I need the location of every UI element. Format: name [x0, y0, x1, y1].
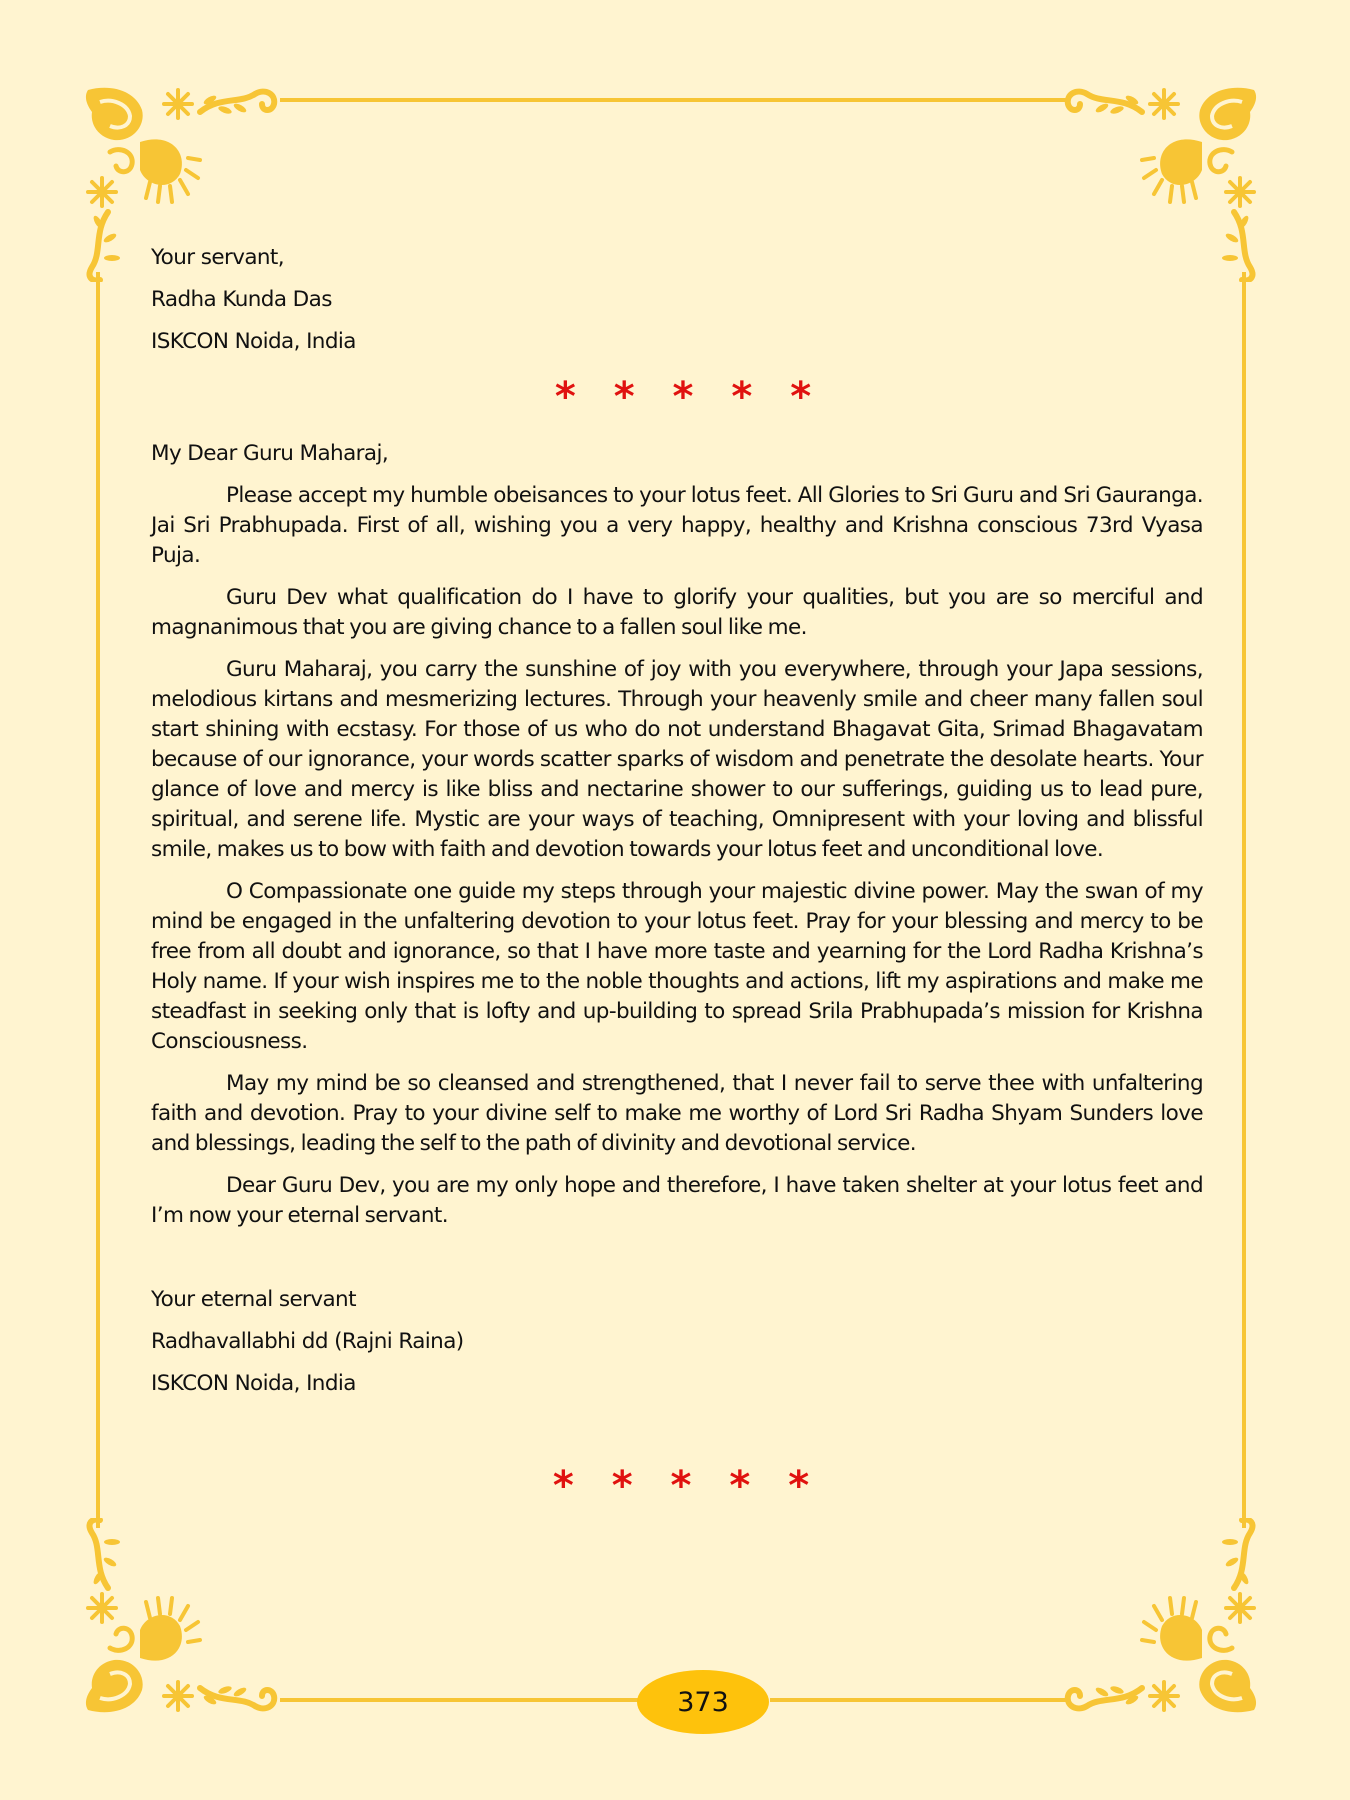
separator-stars [151, 369, 1203, 420]
border-top-line [280, 98, 1070, 102]
letter-paragraph: Dear Guru Dev, you are my only hope and therefore, I have taken shelter at your lotus feet and I’m now your eternal servant. [151, 1173, 1203, 1228]
floral-corner-ornament-icon [80, 1518, 280, 1718]
page-number-badge [637, 1670, 769, 1734]
signature-name: Radhavallabhi dd (Rajni Raina) [151, 1329, 464, 1354]
border-left-line [96, 272, 100, 1528]
page-content [151, 243, 1203, 1411]
previous-signature-name: Radha Kunda Das [151, 287, 332, 312]
page-number: 373 [677, 1686, 729, 1718]
floral-corner-ornament-icon [1062, 1518, 1262, 1718]
separator-stars-bottom [0, 1458, 1350, 1509]
previous-signature-location: ISKCON Noida, India [151, 329, 356, 354]
previous-signature-closing: Your servant, [151, 245, 284, 270]
letter-paragraph: O Compassionate one guide my steps through your majestic divine power. May the swan of my mind be engaged in the unfaltering devotion to your lotus feet. Pray for your blessing and mercy to be free from all doubt and ignorance, so that I have more taste and yearning for the Lord Radha Krishna’s Holy name. If your wish inspires me to the noble thoughts and actions, lift my aspirations and make me steadfast in seeking only that is lofty and up-building to spread Srila Prabhupada’s mission for Krishna Consciousness. [151, 879, 1203, 1054]
letter-salutation: My Dear Guru Maharaj, [151, 441, 389, 466]
border-right-line [1242, 272, 1246, 1528]
asterisk-icon: * * * * * [552, 1463, 822, 1509]
letter-paragraph: Please accept my humble obeisances to your lotus feet. All Glories to Sri Guru and Sri Gauranga. Jai Sri Prabhupada. First of all, wishing you a very happy, healthy and Krishna conscious 73rd Vyasa Puja. [151, 483, 1203, 568]
border-bottom-right-line [770, 1698, 1070, 1702]
letter-paragraph: Guru Maharaj, you carry the sunshine of joy with you everywhere, through your Japa sessions, melodious kirtans and mesmerizing lectures. Through your heavenly smile and cheer many fallen soul start shining with ecstasy. For those of us who do not understand Bhagavat Gita, Srimad Bhagavatam because of our ignorance, your words scatter sparks of wisdom and penetrate the desolate hearts. Your glance of love and mercy is like bliss and nectarine shower to our sufferings, guiding us to lead pure, spiritual, and serene life. Mystic are your ways of teaching, Omnipresent with your loving and blissful smile, makes us to bow with faith and devotion towards your lotus feet and unconditional love. [151, 657, 1203, 862]
letter-paragraph: Guru Dev what qualification do I have to glorify your qualities, but you are so merciful and magnanimous that you are giving chance to a fallen soul like me. [151, 585, 1203, 640]
border-bottom-left-line [280, 1698, 640, 1702]
asterisk-icon: * * * * * [554, 374, 824, 420]
signature-closing: Your eternal servant [151, 1287, 356, 1312]
letter-paragraph: May my mind be so cleansed and strengthened, that I never fail to serve thee with unfaltering faith and devotion. Pray to your divine self to make me worthy of Lord Sri Radha Shyam Sunders love and blessings, leading the self to the path of divinity and devotional service. [151, 1071, 1203, 1156]
signature-location: ISKCON Noida, India [151, 1371, 356, 1396]
